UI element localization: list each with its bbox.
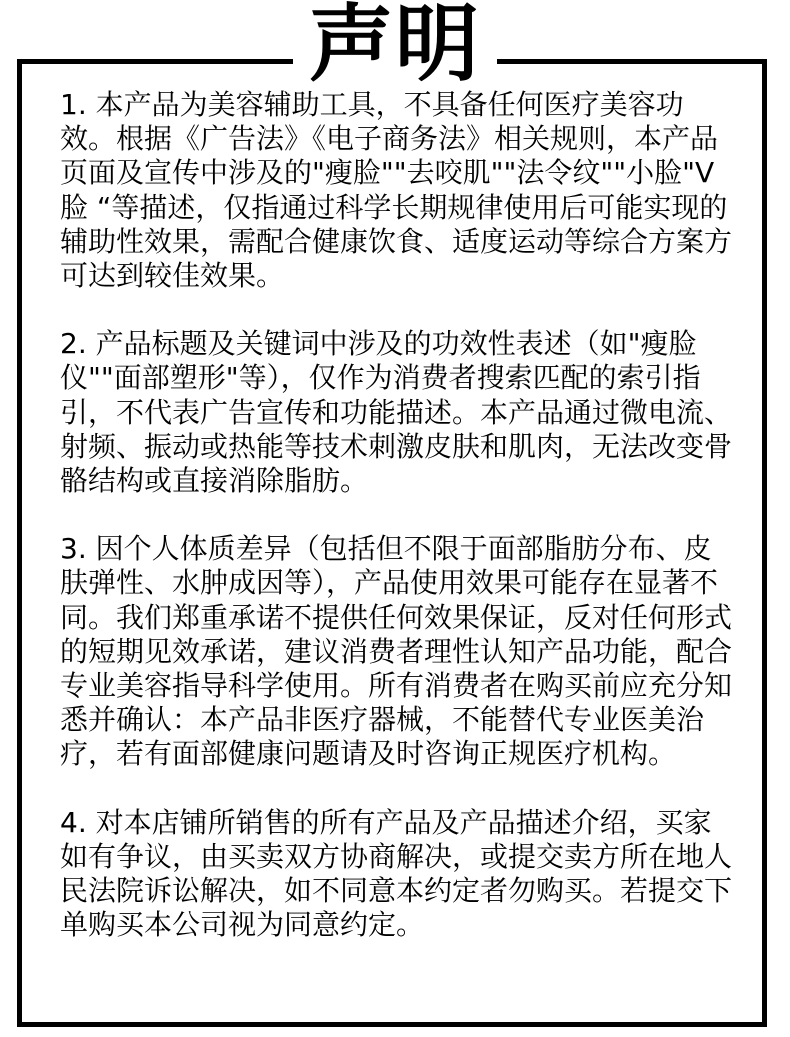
page-title: 声明: [293, 0, 497, 92]
title-area: [0, 0, 790, 92]
disclaimer-paragraph-3: 3. 因个人体质差异（包括但不限于面部脂肪分布、皮肤弹性、水肿成因等），产品使用效果可能存在显著不同。我们郑重承诺不提供任何效果保证，反对任何形式的短期见效承诺，建议消费者理性认知产品功能，配合专业美容指导科学使用。所有消费者在购买前应充分知悉并确认：本产品非医疗器械，不能替代专业医美治疗，若有面部健康问题请及时咨询正规医疗机构。: [60, 532, 733, 771]
disclaimer-paragraph-4: 4. 对本店铺所销售的所有产品及产品描述介绍，买家如有争议，由买卖双方协商解决，或提交卖方所在地人民法院诉讼解决，如不同意本约定者勿购买。若提交下单购买本公司视为同意约定。: [60, 805, 733, 942]
disclaimer-content: [60, 88, 736, 942]
disclaimer-paragraph-2: 2. 产品标题及关键词中涉及的功效性表述（如"瘦脸仪""面部塑形"等），仅作为消费者搜索匹配的索引指引，不代表广告宣传和功能描述。本产品通过微电流、射频、振动或热能等技术刺激皮肤和肌肉，无法改变骨骼结构或直接消除脂肪。: [60, 327, 733, 498]
disclaimer-paragraph-1: 1. 本产品为美容辅助工具，不具备任何医疗美容功效。根据《广告法》《电子商务法》相关规则，本产品页面及宣传中涉及的"瘦脸""去咬肌""法令纹""小脸"V脸 “等描述，仅指通过科学长期规律使用后可能实现的辅助性效果，需配合健康饮食、适度运动等综合方案方可达到较佳效果。: [60, 88, 733, 293]
